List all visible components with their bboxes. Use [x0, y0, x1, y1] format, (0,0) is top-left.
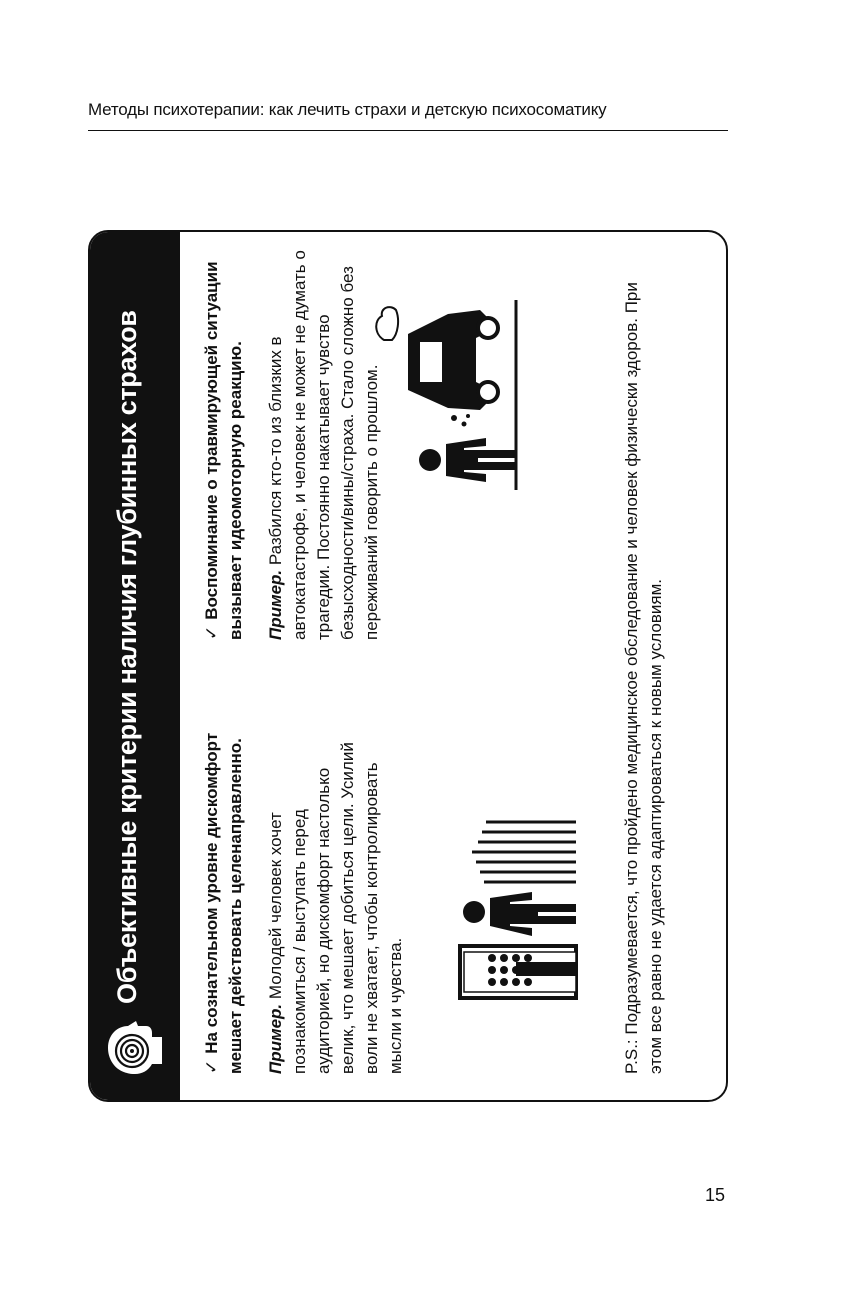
- header-rule: [88, 130, 728, 131]
- example-paragraph-left: [264, 714, 408, 1074]
- criterion-text: Воспоминание о травмирующей ситуации вызывает идеомоторную реакцию.: [202, 261, 245, 640]
- example-text: Разбился кто-то из близких в автокатастрофе, и человек не может не думать о трагедии. Постоянно накатывает чувство безысходности/вины/страха. Стало сложно без переживаний говорить о прошлом.: [266, 250, 381, 640]
- criterion-heading-right: [200, 250, 248, 640]
- page-number: 15: [705, 1185, 726, 1205]
- card-title: Объективные критерии наличия глубинных страхов: [112, 310, 142, 1004]
- running-head: Методы психотерапии: как лечить страхи и детскую психосоматику: [88, 100, 607, 119]
- info-card-wrapper: [88, 230, 728, 1102]
- car-crash-illustration: [368, 300, 518, 490]
- example-label: Пример.: [266, 569, 285, 640]
- criterion-heading-left: [200, 714, 248, 1074]
- audience-illustration: [452, 814, 580, 1004]
- criterion-text: На сознательном уровне дискомфорт мешает действовать целенаправленно.: [202, 732, 245, 1074]
- check-icon: ✓: [202, 1059, 221, 1074]
- info-card: [88, 230, 728, 1102]
- example-label: Пример.: [266, 1003, 285, 1074]
- example-paragraph-right: [264, 250, 384, 640]
- head-spiral-icon: [102, 1018, 168, 1084]
- criterion-left: [200, 714, 408, 1074]
- check-icon: ✓: [202, 625, 221, 640]
- example-text: Молодей человек хочет познакомиться / выступать перед аудиторией, но дискомфорт настолько велик, что мешает добиться цели. Усилий воли не хватает, чтобы контролировать мысли и чувства.: [266, 742, 405, 1074]
- ps-note: P.S.: Подразумевается, что пройдено медицинское обследование и человек физически здоров. При этом все равно не удается адаптироваться к новым условиям.: [622, 282, 665, 1074]
- card-header: [90, 232, 180, 1100]
- criterion-right: [200, 250, 384, 640]
